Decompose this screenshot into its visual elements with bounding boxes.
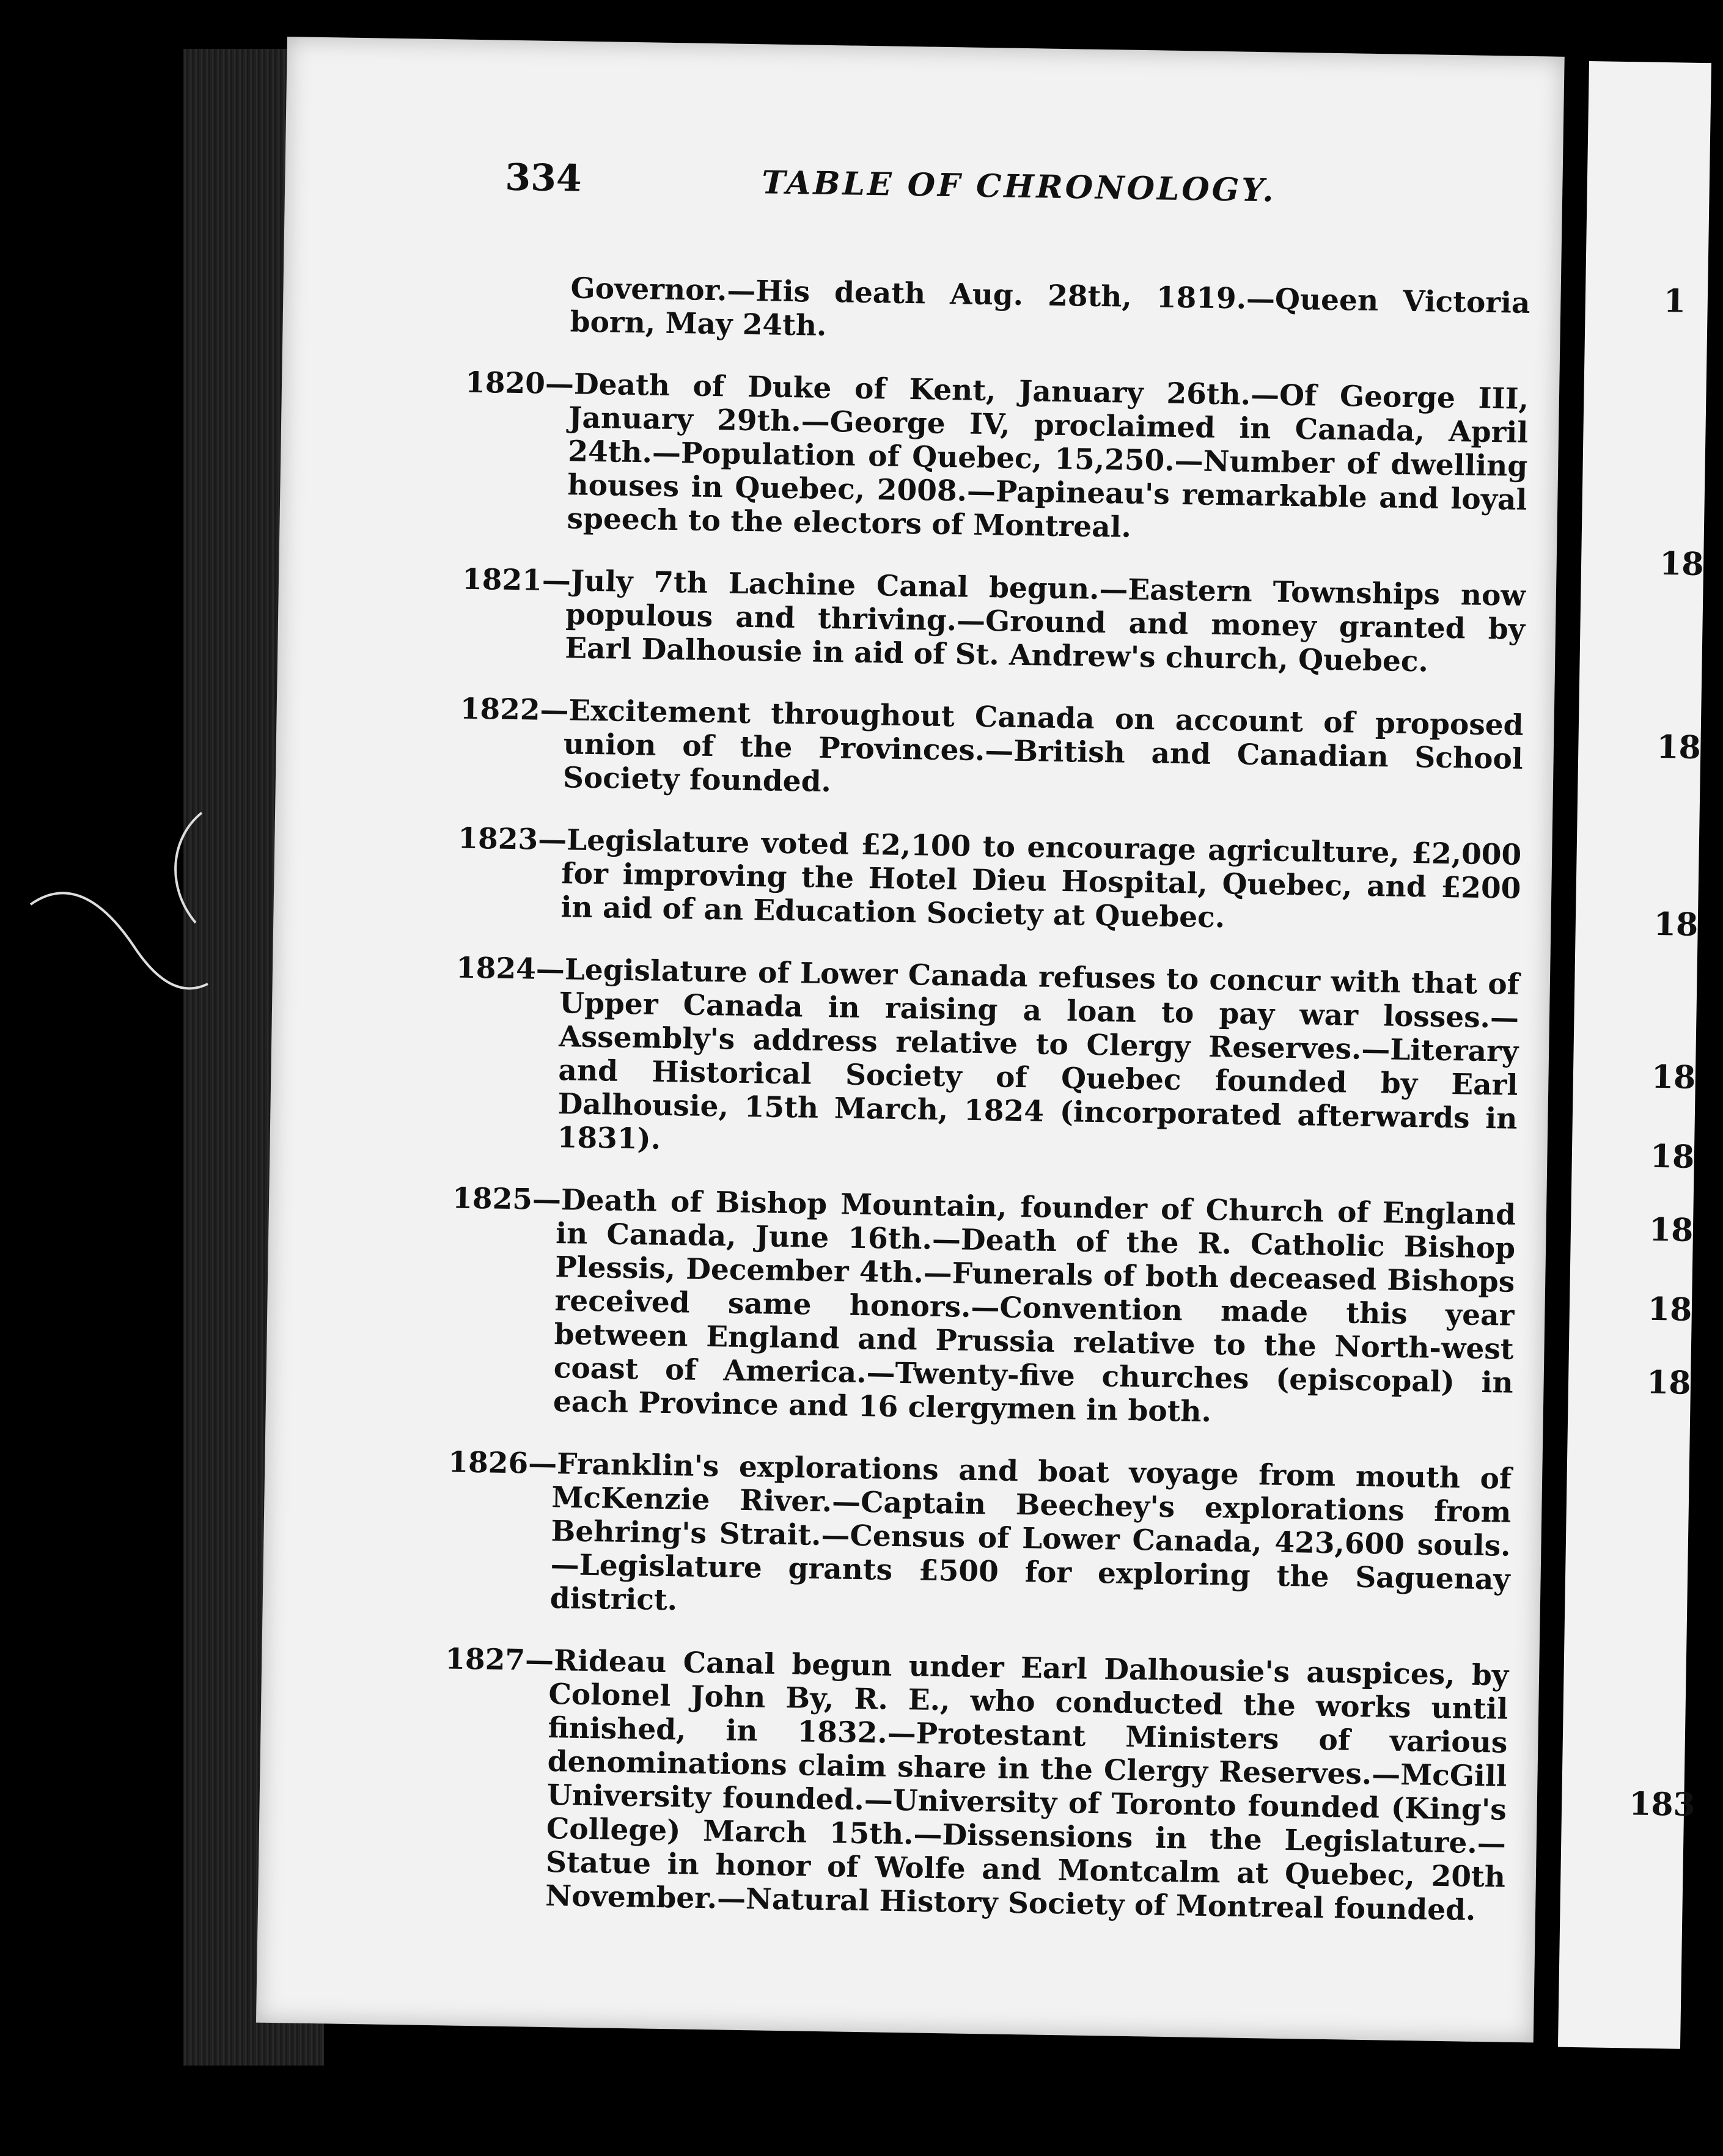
entry-year: 1824 <box>455 951 537 986</box>
entry-text: —Death of Bishop Mountain, founder of Church of England in Canada, June 16th.—Death of the R. Catholic Bishop Plessis, December 4th.—Funerals of both deceased Bishops received same honors.—Convention made this year between England and Prussia relative to the North-west coast of America.—Twenty-five churches (episcopal) in each Province and 16 clergymen in both. <box>532 1182 1516 1429</box>
entry-text: —Excitement throughout Canada on account of proposed union of the Provinces.—British and Canadian School Society founded. <box>540 693 1524 799</box>
adjacent-page-fragment: 1 <box>1663 282 1686 320</box>
page-number: 334 <box>504 156 582 200</box>
entry-year: 1820 <box>465 365 546 401</box>
chronology-entry <box>457 822 1521 939</box>
entry-text: —Death of Duke of Kent, January 26th.—Of George III, January 29th.—George IV, proclaimed in Canada, April 24th.—Population of Quebec, 15,250.—Number of dwelling houses in Quebec, 2008.—Papineau's remarkable and loyal speech to the electors of Montreal. <box>545 367 1529 544</box>
adjacent-page-fragment: 18 <box>1650 1137 1695 1176</box>
entry-text: —Rideau Canal begun under Earl Dalhousie's auspices, by Colonel John By, R. E., who conducted the works until finished, in 1832.—Protestant Ministers of various denominations claim share in the Clergy Reserves.—McGill University founded.—University of Toronto founded (King's College) March 15th.—Dissensions in the Legislature.—Statue in honor of Wolfe and Montcalm at Quebec, 20th November.—Natural History Society of Montreal founded. <box>524 1643 1509 1927</box>
chronology-entry <box>449 1181 1516 1433</box>
adjacent-page-fragment: 18 <box>1653 905 1699 944</box>
margin-ink-line <box>24 764 208 1069</box>
adjacent-page-fragment: 18 <box>1647 1290 1692 1329</box>
adjacent-page-fragment: 18 <box>1651 1058 1696 1096</box>
adjacent-page-fragment: 18 <box>1646 1363 1691 1402</box>
chronology-entry <box>461 563 1526 680</box>
entry-text: —Franklin's explorations and boat voyage from mouth of McKenzie River.—Captain Beechey's explorations from Behring's Strait.—Census of Lower Canada, 423,600 souls.—Legislature grants £500 for exploring the Saguenay district. <box>527 1447 1512 1618</box>
entry-year: 1821 <box>461 562 543 598</box>
adjacent-page-fragment: 18 <box>1648 1211 1694 1249</box>
entry-year: 1827 <box>444 1642 526 1678</box>
chronology-entry <box>463 366 1529 551</box>
chronology-entry <box>453 952 1519 1170</box>
chronology-entry <box>446 1445 1512 1630</box>
adjacent-page-fragment: 18 <box>1656 728 1702 767</box>
entry-year: 1822 <box>460 692 540 727</box>
page-header <box>505 156 1520 227</box>
chronology-entry <box>466 270 1530 354</box>
adjacent-page-fragment: 183 <box>1628 1785 1696 1824</box>
entry-text: Governor.—His death Aug. 28th, 1819.—Queen Victoria born, May 24th. <box>570 271 1530 343</box>
adjacent-page-fragment: 18 <box>1659 544 1704 584</box>
entry-year: 1826 <box>447 1445 529 1481</box>
book-page <box>256 37 1565 2042</box>
chronology-entries <box>441 241 1530 1946</box>
entry-text: —Legislature of Lower Canada refuses to concur with that of Upper Canada in raising a loan to pay war losses.—Assembly's address relative to Clergy Reserves.—Literary and Historical Society of Quebec founded by Earl Dalhousie, 15th March, 1824 (incorporated afterwards in 1831). <box>535 952 1520 1156</box>
entry-year: 1825 <box>452 1181 533 1217</box>
entry-year: 1823 <box>457 821 538 857</box>
entry-text: —Legislature voted £2,100 to encourage agriculture, £2,000 for improving the Hotel Dieu Hospital, Quebec, and £200 in aid of an Education Society at Quebec. <box>537 823 1522 935</box>
running-title: TABLE OF CHRONOLOGY. <box>761 164 1277 210</box>
adjacent-page-edge <box>1558 61 1711 2049</box>
entry-text: —July 7th Lachine Canal begun.—Eastern Townships now populous and thriving.—Ground and money granted by Earl Dalhousie in aid of St. Andrew's church, Quebec. <box>542 563 1526 679</box>
chronology-entry <box>459 692 1524 810</box>
chronology-entry <box>441 1642 1509 1927</box>
